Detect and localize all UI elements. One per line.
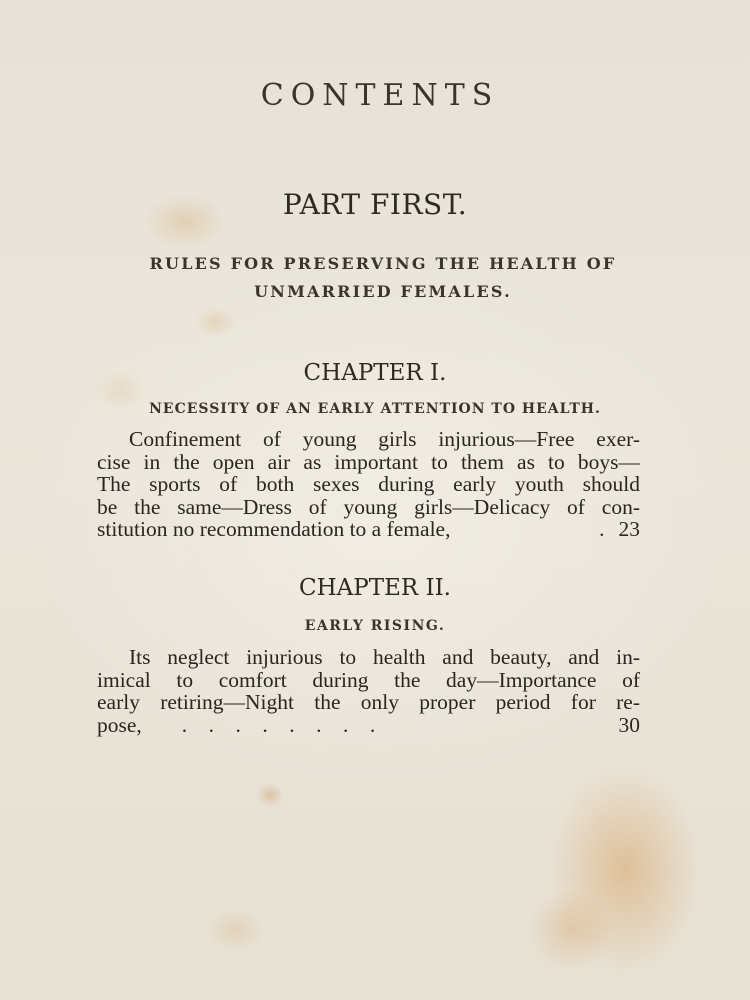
page-number: 30 bbox=[618, 712, 640, 737]
page-number: 23 bbox=[618, 517, 640, 541]
part-subtitle-line: RULES FOR PRESERVING THE HEALTH OF bbox=[149, 254, 617, 273]
part-subtitle-line: UNMARRIED FEMALES. bbox=[254, 282, 512, 301]
chapter-2-subtitle: EARLY RISING. bbox=[304, 618, 446, 634]
description-line: early retiring—Night the only proper period for re- bbox=[97, 690, 640, 714]
chapter-2-description bbox=[97, 646, 640, 736]
chapter-1-title: CHAPTER I. bbox=[303, 360, 447, 386]
description-line: be the same—Dress of young girls—Delicacy of con- bbox=[97, 494, 640, 519]
description-line: pose, bbox=[97, 712, 142, 737]
description-last-line bbox=[97, 714, 640, 737]
chapter-1-subtitle: NECESSITY OF AN EARLY ATTENTION TO HEALTH. bbox=[149, 401, 601, 417]
part-title: PART FIRST. bbox=[282, 188, 468, 221]
description-line: Its neglect injurious to health and beauty, and in- bbox=[129, 645, 640, 669]
contents-heading: CONTENTS bbox=[260, 78, 500, 113]
chapter-2-title: CHAPTER II. bbox=[299, 575, 451, 601]
description-line: The sports of both sexes during early youth should bbox=[97, 472, 640, 496]
description-line: imical to comfort during the day—Importance of bbox=[97, 667, 640, 692]
description-line: stitution no recommendation to a female, bbox=[97, 517, 451, 541]
description-line: Confinement of young girls injurious—Free exer- bbox=[129, 427, 640, 451]
chapter-1-description bbox=[97, 428, 640, 541]
dot-leader: . bbox=[599, 517, 605, 541]
part-subtitle bbox=[0, 250, 750, 306]
description-last-line bbox=[97, 518, 640, 541]
dot-leader: . . . . . . . . bbox=[181, 712, 376, 737]
description-line: cise in the open air as important to them as to boys— bbox=[97, 449, 640, 474]
